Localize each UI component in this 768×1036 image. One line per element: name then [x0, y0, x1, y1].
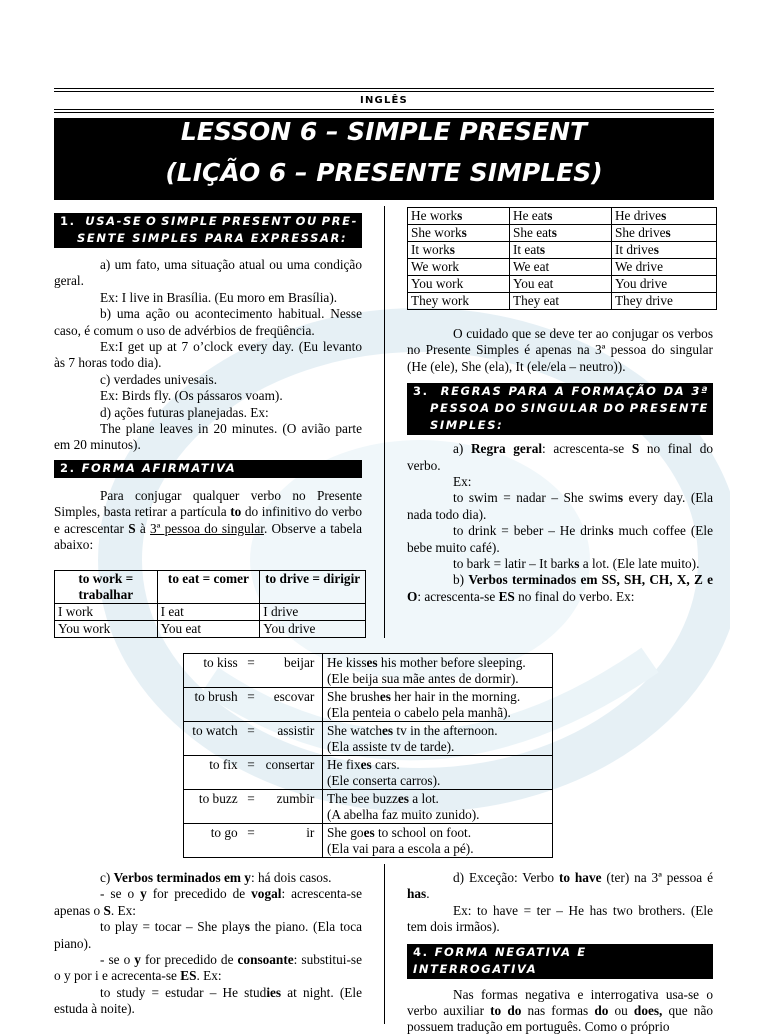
text-run-bold: consoante: [237, 952, 294, 968]
title-line-2: (LIÇÃO 6 – PRESENTE SIMPLES): [165, 158, 603, 187]
text-run: c): [100, 870, 114, 885]
text-run: b): [453, 572, 469, 588]
lesson-title: [54, 118, 714, 200]
text-run: zumbir: [276, 791, 315, 806]
verb-cell: [184, 722, 323, 756]
text-run: beijar: [284, 655, 315, 670]
text-run-bold: y: [140, 886, 147, 902]
example-drink: [407, 523, 713, 556]
table-cell: [408, 208, 510, 225]
text-run: They drive: [614, 293, 673, 308]
table-cell: I drive: [260, 604, 366, 621]
example-bark: [407, 556, 713, 572]
text-run-bold: es: [379, 689, 391, 704]
section-3-word: SINGULAR: [520, 401, 600, 416]
section-1-item: a) um fato, uma situação atual ou uma condição geral.: [54, 257, 362, 289]
table-header: to work = trabalhar: [55, 571, 158, 604]
text-run-bold: es: [360, 757, 372, 772]
table-cell: I eat: [157, 604, 260, 621]
table-cell: [509, 242, 611, 259]
rule-a: [407, 441, 713, 474]
table-cell: [611, 293, 716, 310]
table-cell: [509, 208, 611, 225]
text-run: He work: [411, 208, 458, 223]
section-3-header: [407, 383, 713, 435]
text-run: a): [453, 441, 471, 457]
table-cell: [611, 225, 716, 242]
table-cell: [611, 242, 716, 259]
text-run: for precedido de: [140, 952, 238, 968]
text-run: ir: [306, 825, 315, 840]
section-1-item: c) verdades univesais.: [100, 371, 218, 387]
text-run: She brush: [327, 689, 380, 704]
text-run: . Observe a tabela abaixo:: [54, 520, 363, 553]
text-run: assistir: [277, 723, 315, 738]
text-run: s: [449, 242, 455, 257]
text-run: : acrescenta-se: [417, 588, 499, 604]
text-run: to buzz: [198, 791, 238, 806]
text-run-bold: to do: [490, 1003, 522, 1019]
text-run: to go: [210, 825, 238, 840]
section-1-word: SIMPLE: [161, 214, 219, 228]
text-run: =: [247, 723, 255, 738]
text-run: (ter) na 3ª pessoa é: [601, 870, 713, 885]
text-run: =: [247, 757, 255, 772]
es-verbs-table: [183, 653, 553, 858]
text-run: to study = estudar – He stud: [100, 984, 267, 1000]
right-column: [407, 326, 713, 605]
right-column-bottom: [407, 870, 713, 1036]
table-row: [184, 790, 553, 824]
rule-c: [54, 870, 362, 886]
text-run-bold: S: [631, 441, 640, 457]
table-cell: [509, 293, 611, 310]
rule-d-ex: Ex: to have = ter – He has two brothers. (Ele tem dois irmãos).: [407, 902, 713, 935]
text-run: We work: [411, 259, 460, 274]
column-divider-bottom: [384, 864, 385, 1024]
section-1-item: The plane leaves in 20 minutes. (O avião parte em 20 minutos).: [54, 421, 362, 453]
table-row: [184, 756, 553, 790]
text-run: He kiss: [327, 655, 367, 670]
text-run: s: [665, 225, 671, 240]
table-cell: You eat: [157, 621, 260, 638]
example-cell: [323, 756, 553, 790]
text-run: She watch: [327, 723, 383, 738]
text-run-bold: does,: [633, 1003, 663, 1019]
table-row: [408, 293, 717, 310]
section-1-item: Ex: I live in Brasília. (Eu moro em Brasília).: [100, 289, 338, 305]
section-4-title: FORMA NEGATIVA E INTERROGATIVA: [413, 944, 587, 976]
example-cell: [323, 654, 553, 688]
text-run: cars.: [371, 757, 400, 772]
text-run: He drive: [614, 208, 662, 223]
example-cell: [323, 688, 553, 722]
section-1-word: USA-SE: [85, 214, 143, 228]
text-run: tv in the afternoon.: [393, 723, 498, 738]
text-run: ou: [608, 1003, 634, 1019]
section-label: INGLÊS: [360, 95, 408, 106]
text-run: his mother before sleeping.: [377, 655, 526, 670]
section-4-number: 4.: [413, 944, 429, 959]
text-run: We eat: [512, 259, 550, 274]
text-run: - se o: [100, 952, 135, 968]
section-3-word: REGRAS: [440, 384, 503, 399]
table-cell: You work: [55, 621, 158, 638]
text-run: She drive: [614, 225, 666, 240]
text-run: : há dois casos.: [250, 870, 332, 885]
example-swim: [407, 490, 713, 523]
section-1-header: [54, 213, 362, 248]
text-run: . Ex:: [110, 902, 137, 918]
text-run: no final do verbo.: [407, 441, 713, 473]
text-run: much coffee (Ele bebe muito café).: [407, 523, 713, 555]
conjugation-table: [407, 207, 717, 310]
text-run-bold: vogal: [251, 886, 282, 902]
header-rule: [54, 109, 714, 110]
table-cell: [408, 276, 510, 293]
section-1-item: Ex:I get up at 7 o’clock every day. (Eu levanto às 7 horas todo dia).: [54, 339, 362, 371]
example-play: [54, 919, 362, 952]
text-run-bold: ies: [266, 984, 282, 1000]
text-run: to swim = nadar – She swim: [453, 490, 618, 506]
section-1-item: Ex: Birds fly. (Os pássaros voam).: [100, 388, 283, 404]
text-run: .: [426, 886, 430, 902]
title-line-1: LESSON 6 – SIMPLE PRESENT: [180, 117, 588, 146]
section-1-item: b) uma ação ou acontecimento habitual. Nesse caso, é comum o uso de advérbios de freqüência.: [54, 306, 362, 338]
text-run-bold: es: [397, 791, 409, 806]
rule-b: [407, 572, 713, 605]
text-run-bold: to have: [558, 870, 602, 885]
text-run: You work: [411, 276, 464, 291]
text-run: =: [247, 655, 255, 670]
text-run-bold: S: [103, 902, 111, 918]
text-run: It work: [411, 242, 450, 257]
section-3-word: DO: [494, 401, 517, 416]
text-run: at night. (Ele estuda à noite).: [54, 984, 362, 1017]
example-study: [54, 985, 362, 1018]
text-run: consertar: [265, 757, 315, 772]
text-run-bold: ES: [180, 968, 197, 984]
section-2-header: [54, 460, 362, 478]
section-3-word: FORMAÇÃO: [571, 384, 658, 399]
rule-a-ex: Ex:: [453, 474, 472, 490]
section-3-word: DA: [663, 384, 686, 399]
text-run: : acrescenta-se apenas o: [54, 886, 362, 918]
example-cell: [323, 790, 553, 824]
text-run: to bark = latir – It bark: [453, 556, 575, 572]
top-rule: [54, 88, 714, 89]
table-cell: [509, 276, 611, 293]
table-cell: [408, 259, 510, 276]
verb-cell: [184, 824, 323, 858]
text-run: s: [551, 225, 557, 240]
rule-c-vowel: [54, 886, 362, 919]
table-row: [408, 242, 717, 259]
text-run-bold: has: [407, 886, 427, 902]
table-row: [408, 225, 717, 242]
text-run-bold: s: [608, 523, 614, 539]
text-run: for precedido de: [146, 886, 252, 902]
table-cell: [611, 208, 716, 225]
text-run: : substitui-se o y por i e acrecenta-se: [54, 952, 362, 984]
section-1-word: PRESENT: [221, 214, 292, 228]
text-run: =: [247, 825, 255, 840]
text-run: It drive: [614, 242, 654, 257]
text-run-underline: 3ª pessoa do singular: [150, 520, 264, 536]
table-cell: [509, 225, 611, 242]
table-header: to eat = comer: [157, 571, 260, 604]
text-run: (Ela vai para a escola a pé).: [327, 840, 474, 856]
section-1-word: OU: [295, 214, 318, 228]
text-run-bold: do: [594, 1003, 609, 1019]
table-cell: [408, 242, 510, 259]
text-run-bold: ES: [498, 588, 515, 604]
care-paragraph: O cuidado que se deve ter ao conjugar os verbos no Presente Simples é apenas na 3ª pessoa do singular (He (ele), She (ela), It (ele/ela – neutro)).: [407, 326, 713, 374]
table-cell: I work: [55, 604, 158, 621]
table-row: [184, 654, 553, 688]
table-cell: [509, 259, 611, 276]
left-column-bottom: [54, 870, 362, 1018]
text-run: que não possuem tradução em português. Como o próprio: [407, 1003, 713, 1035]
text-run-bold: s: [244, 919, 250, 935]
example-cell: [323, 722, 553, 756]
text-run: - se o: [100, 886, 141, 902]
table-row: [184, 824, 553, 858]
table-row: [55, 621, 366, 638]
section-4-header: [407, 944, 713, 979]
text-run: The bee buzz: [327, 791, 398, 806]
section-3-word: PRESENTE: [629, 401, 709, 416]
text-run-bold: S: [128, 520, 136, 536]
example-cell: [323, 824, 553, 858]
column-divider: [384, 206, 385, 638]
table-row: [55, 604, 366, 621]
table-row: [408, 208, 717, 225]
text-run: s: [461, 225, 467, 240]
text-run: Para conjugar qualquer verbo no Presente Simples, basta retirar a partícula: [54, 487, 362, 520]
text-run: a lot. (Ele late muito).: [579, 556, 700, 572]
section-3-word: DO: [603, 401, 626, 416]
text-run: a lot.: [408, 791, 439, 806]
text-run-bold: s: [617, 490, 624, 506]
text-run: d) Exceção: Verbo: [453, 870, 559, 885]
text-run: s: [661, 208, 667, 223]
section-3-word: A: [554, 384, 566, 399]
section-3-word: 3ª: [691, 384, 709, 399]
table-cell: You drive: [260, 621, 366, 638]
text-run: She go: [327, 825, 364, 840]
table-row: [184, 722, 553, 756]
text-run-bold: Verbos terminados em SS, SH, CH, X, Z e O: [407, 572, 713, 604]
text-run: to drink = beber – He drink: [453, 523, 609, 539]
text-run-bold: es: [366, 655, 378, 670]
section-1-word: O: [146, 214, 158, 228]
text-run: s: [653, 242, 659, 257]
text-run: (A abelha faz muito zunido).: [327, 806, 480, 822]
text-run: the piano. (Ela toca piano).: [54, 919, 362, 951]
table-row: [184, 688, 553, 722]
section-3-title-line-3: SIMPLES:: [430, 418, 504, 433]
text-run: s: [547, 208, 553, 223]
table-cell: [408, 293, 510, 310]
text-run: to school on foot.: [374, 825, 472, 840]
text-run: nas formas: [521, 1003, 595, 1019]
left-column: [54, 213, 362, 554]
text-run: to kiss: [203, 655, 238, 670]
text-run: her hair in the morning.: [390, 689, 521, 704]
table-header: to drive = dirigir: [260, 571, 366, 604]
text-run: every day. (Ela nada todo dia).: [407, 490, 713, 522]
text-run: s: [539, 242, 546, 257]
header-rule-2: [54, 112, 714, 113]
table-cell: [408, 225, 510, 242]
afirmativa-table: [54, 570, 366, 638]
table-cell: [611, 259, 716, 276]
text-run: She eat: [512, 225, 552, 240]
section-3-word: PESSOA: [430, 401, 491, 416]
text-run: They work: [411, 293, 469, 308]
text-run: (Ela penteia o cabelo pela manhã).: [327, 704, 511, 720]
text-run: : acrescenta-se: [542, 441, 632, 457]
text-run: . Ex:: [196, 968, 222, 984]
text-run: to watch: [192, 723, 238, 738]
section-3-word: PARA: [508, 384, 549, 399]
top-rule-2: [54, 91, 714, 92]
verb-cell: [184, 654, 323, 688]
text-run: do infinitivo do verbo e acrescentar: [54, 504, 362, 536]
text-run-bold: y: [134, 952, 141, 968]
text-run: =: [247, 791, 255, 806]
text-run: à: [135, 520, 151, 536]
section-1-number: 1.: [60, 214, 76, 228]
text-run: escovar: [273, 689, 315, 704]
verb-cell: [184, 790, 323, 824]
rule-d: [407, 870, 713, 903]
verb-cell: [184, 688, 323, 722]
text-run-bold: Verbos terminados em y: [113, 870, 251, 885]
text-run: He eat: [512, 208, 548, 223]
text-run: You drive: [614, 276, 668, 291]
text-run: to brush: [194, 689, 238, 704]
section-2-title: FORMA AFIRMATIVA: [81, 460, 237, 475]
text-run: no final do verbo. Ex:: [514, 588, 635, 604]
text-run: to play = tocar – She play: [100, 919, 245, 935]
text-run-bold: to: [230, 504, 242, 520]
section-2-number: 2.: [60, 460, 76, 475]
rule-c-consonant: [54, 952, 362, 985]
text-run-bold: es: [363, 825, 375, 840]
section-1-item: d) ações futuras planejadas. Ex:: [100, 404, 269, 420]
table-cell: [611, 276, 716, 293]
table-row: [408, 276, 717, 293]
text-run: (Ele beija sua mãe antes de dormir).: [327, 670, 519, 686]
table-row: [408, 259, 717, 276]
text-run: (Ela assiste tv de tarde).: [327, 738, 455, 754]
section-1-word: PRE-: [321, 214, 358, 228]
text-run: They eat: [512, 293, 560, 308]
text-run: (Ele conserta carros).: [327, 772, 441, 788]
table-header-row: [55, 571, 366, 604]
text-run: =: [247, 689, 255, 704]
section-2-paragraph: [54, 488, 362, 554]
text-run-bold: s: [574, 556, 580, 572]
text-run-bold: Regra geral: [470, 441, 543, 457]
text-run: s: [457, 208, 463, 223]
section-4-paragraph: [407, 987, 713, 1036]
section-3-number: 3.: [413, 384, 429, 399]
text-run: He fix: [327, 757, 361, 772]
verb-cell: [184, 756, 323, 790]
text-run: to fix: [209, 757, 238, 772]
text-run: We drive: [614, 259, 663, 274]
text-run: You eat: [512, 276, 554, 291]
text-run: It eat: [512, 242, 540, 257]
text-run: Nas formas negativa e interrogativa usa-se o verbo auxiliar: [407, 986, 713, 1019]
section-1-title-line-2: SENTE SIMPLES PARA EXPRESSAR:: [77, 231, 348, 245]
text-run-bold: es: [382, 723, 394, 738]
text-run: She work: [411, 225, 462, 240]
